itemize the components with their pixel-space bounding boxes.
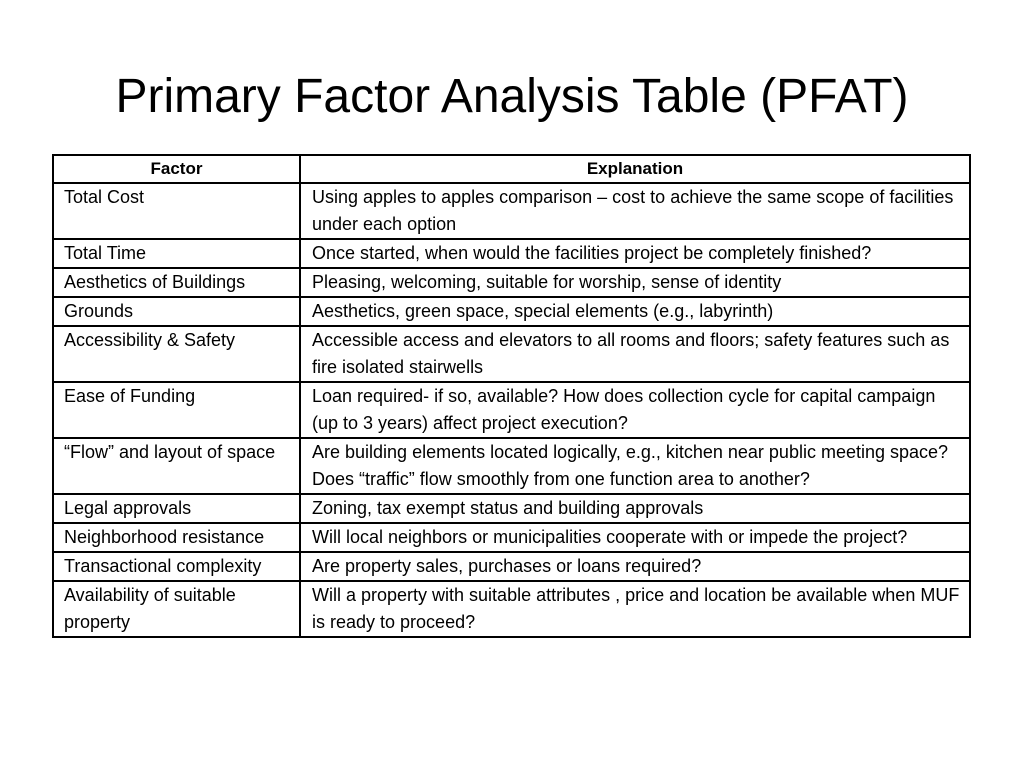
slide-title: Primary Factor Analysis Table (PFAT) bbox=[115, 70, 909, 123]
factor-cell: Availability of suitable property bbox=[53, 581, 300, 637]
table-row bbox=[53, 326, 970, 382]
table-header-row bbox=[53, 155, 970, 183]
factor-cell: Aesthetics of Buildings bbox=[53, 268, 300, 297]
table-row bbox=[53, 494, 970, 523]
explanation-cell: Using apples to apples comparison – cost to achieve the same scope of facilities under each option bbox=[300, 183, 970, 239]
factor-cell: Total Time bbox=[53, 239, 300, 268]
table-row bbox=[53, 438, 970, 494]
table-row bbox=[53, 297, 970, 326]
table-row bbox=[53, 552, 970, 581]
explanation-cell: Once started, when would the facilities project be completely finished? bbox=[300, 239, 970, 268]
explanation-cell: Aesthetics, green space, special elements (e.g., labyrinth) bbox=[300, 297, 970, 326]
factor-cell: “Flow” and layout of space bbox=[53, 438, 300, 494]
explanation-cell: Pleasing, welcoming, suitable for worship, sense of identity bbox=[300, 268, 970, 297]
table-row bbox=[53, 183, 970, 239]
table-row bbox=[53, 382, 970, 438]
table-row bbox=[53, 523, 970, 552]
factor-cell: Grounds bbox=[53, 297, 300, 326]
factor-cell: Ease of Funding bbox=[53, 382, 300, 438]
table-row bbox=[53, 239, 970, 268]
column-header-factor: Factor bbox=[53, 155, 300, 183]
table-row bbox=[53, 268, 970, 297]
explanation-cell: Are property sales, purchases or loans required? bbox=[300, 552, 970, 581]
table-row bbox=[53, 581, 970, 637]
factor-cell: Legal approvals bbox=[53, 494, 300, 523]
factor-cell: Accessibility & Safety bbox=[53, 326, 300, 382]
factor-cell: Neighborhood resistance bbox=[53, 523, 300, 552]
factor-cell: Total Cost bbox=[53, 183, 300, 239]
explanation-cell: Will a property with suitable attributes , price and location be available when MUF is ready to proceed? bbox=[300, 581, 970, 637]
factor-cell: Transactional complexity bbox=[53, 552, 300, 581]
explanation-cell: Are building elements located logically, e.g., kitchen near public meeting space? Does “traffic” flow smoothly from one function area to another? bbox=[300, 438, 970, 494]
column-header-explanation: Explanation bbox=[300, 155, 970, 183]
explanation-cell: Will local neighbors or municipalities cooperate with or impede the project? bbox=[300, 523, 970, 552]
explanation-cell: Accessible access and elevators to all rooms and floors; safety features such as fire isolated stairwells bbox=[300, 326, 970, 382]
explanation-cell: Loan required- if so, available? How does collection cycle for capital campaign (up to 3 years) affect project execution? bbox=[300, 382, 970, 438]
explanation-cell: Zoning, tax exempt status and building approvals bbox=[300, 494, 970, 523]
pfat-table bbox=[52, 154, 971, 638]
